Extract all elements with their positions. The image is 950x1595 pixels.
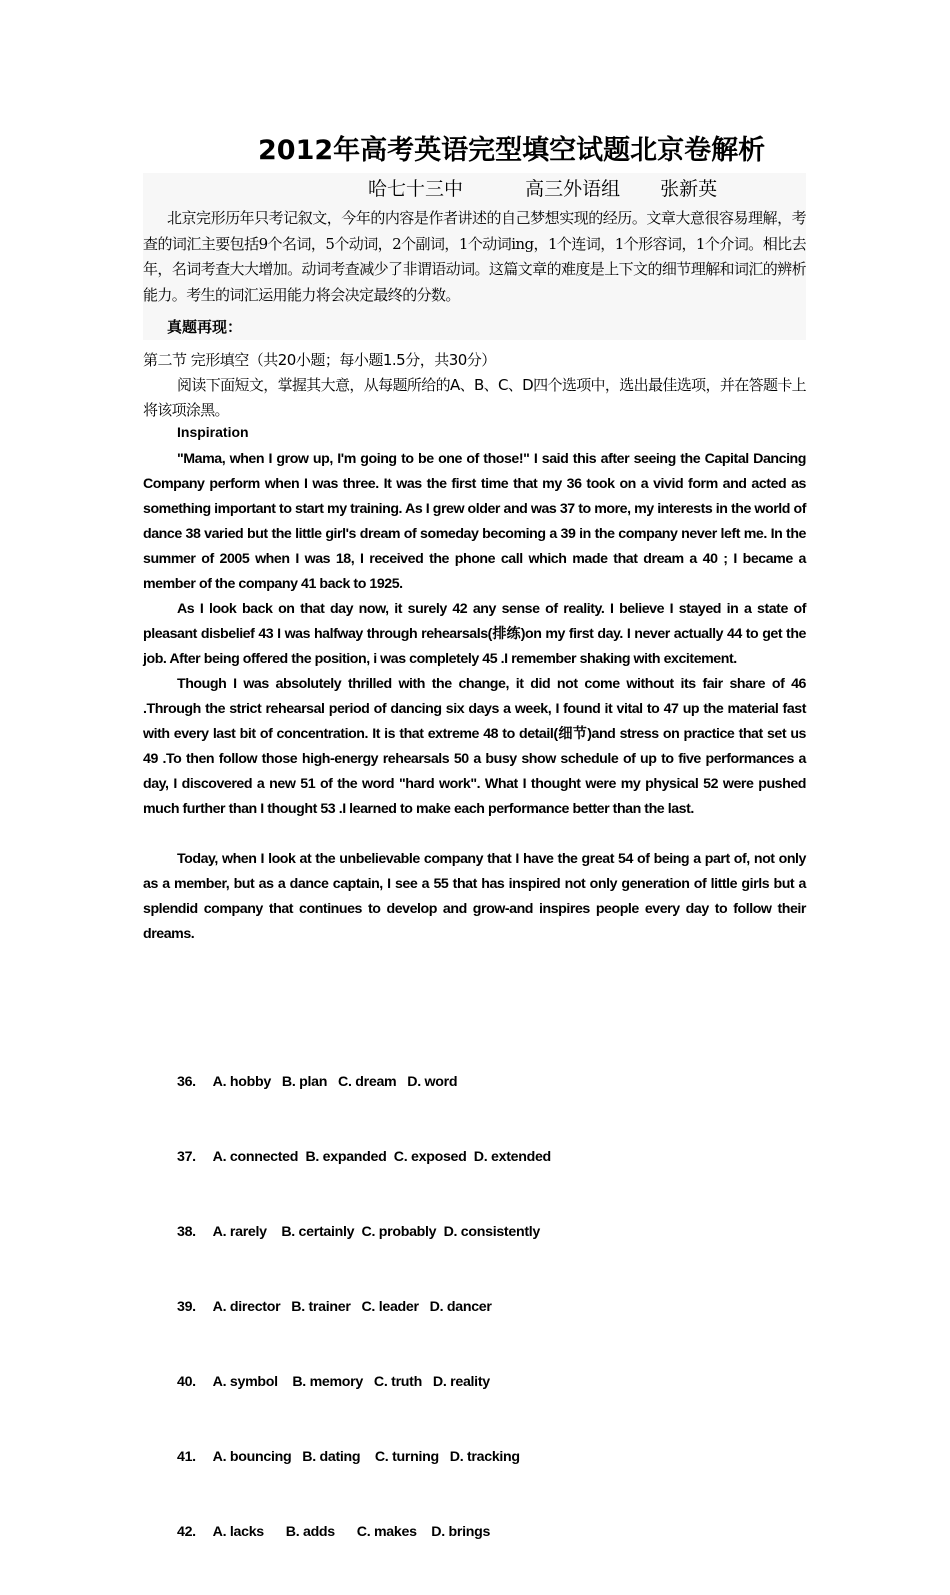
option-a: A. hobby [212, 1074, 271, 1090]
question-number: 42. [177, 1524, 196, 1540]
option-b: B. adds [285, 1524, 335, 1540]
passage-paragraph-4: Today, when I look at the unbelievable company that I have the great 54 of being a part of, not only as a member, but as a dance captain, I see a 55 that has inspired not only generation of little girls but a splendid company that continues to develop and grow-and inspires people every day to follow their dreams. [143, 851, 806, 942]
passage-title: Inspiration [177, 424, 249, 440]
option-a: A. bouncing [212, 1449, 292, 1465]
option-d: D. word [407, 1074, 458, 1090]
question-row-37 [177, 1145, 551, 1170]
question-number: 36. [177, 1074, 196, 1090]
option-c: C. probably [361, 1224, 437, 1240]
option-c: C. exposed [393, 1149, 467, 1165]
question-number: 41. [177, 1449, 196, 1465]
option-b: B. expanded [305, 1149, 387, 1165]
author-group: 高三外语组 [525, 178, 621, 200]
option-c: C. truth [373, 1374, 422, 1390]
option-b: B. memory [292, 1374, 363, 1390]
option-c: C. leader [361, 1299, 419, 1315]
option-b: B. trainer [291, 1299, 351, 1315]
recap-label: 真题再现： [167, 318, 243, 336]
question-row-42 [177, 1520, 551, 1545]
passage-paragraph-1: "Mama, when I grow up, I'm going to be one of those!" I said this after seeing the Capital Dancing Company perform when I was three. It was the first time that my 36 took on a vivid form and acted as something important to start my training. As I grew older and was 37 to more, my interests in the world of dance 38 varied but the little girl's dream of someday becoming a 39 in the company never left me. In the summer of 2005 when I was 18, I received the phone call which made that dream a 40 ; I became a member of the company 41 back to 1925. [143, 451, 806, 592]
option-d: D. dancer [429, 1299, 492, 1315]
option-d: D. extended [473, 1149, 551, 1165]
author-school: 哈七十三中 [368, 178, 464, 200]
passage-body [143, 447, 806, 947]
question-number: 37. [177, 1149, 196, 1165]
question-row-40 [177, 1370, 551, 1395]
question-number: 38. [177, 1224, 196, 1240]
question-row-39 [177, 1295, 551, 1320]
author-name: 张新英 [660, 178, 718, 200]
option-d: D. brings [431, 1524, 491, 1540]
author-line [368, 174, 717, 201]
question-row-38 [177, 1220, 551, 1245]
option-a: A. lacks [212, 1524, 264, 1540]
option-b: B. plan [281, 1074, 328, 1090]
option-c: C. makes [356, 1524, 417, 1540]
question-row-41 [177, 1445, 551, 1470]
option-a: A. symbol [212, 1374, 278, 1390]
instructions-paragraph: 阅读下面短文，掌握其大意，从每题所给的A、B、C、D四个选项中，选出最佳选项，并在答题卡上将该项涂黑。 [143, 376, 806, 419]
question-number: 40. [177, 1374, 196, 1390]
option-b: B. certainly [281, 1224, 355, 1240]
passage-paragraph-2: As I look back on that day now, it surely 42 any sense of reality. I believe I stayed in a state of pleasant disbelief 43 I was halfway through rehearsals(排练)on my first day. I never actually 44 to get the job. After being offered the position, i was completely 45 .I remember shaking with excitement. [143, 601, 806, 667]
question-number: 39. [177, 1299, 196, 1315]
option-d: D. consistently [443, 1224, 540, 1240]
document-title: 2012年高考英语完型填空试题北京卷解析 [258, 135, 766, 166]
passage-paragraph-3: Though I was absolutely thrilled with the change, it did not come without its fair share of 46 .Through the strict rehearsal period of dancing six days a week, I found it vital to 47 up the material fast with every last bit of concentration. It is that extreme 48 to detail(细节)and stress on practice that set us 49 .To then follow those high-energy rehearsals 50 a busy show schedule of up to five performances a day, I discovered a new 51 of the word "hard work". What I thought were my physical 52 were pushed much further than I thought 53 .I learned to make each performance better than the last. [143, 676, 806, 817]
option-a: A. rarely [212, 1224, 267, 1240]
option-a: A. connected [212, 1149, 299, 1165]
option-c: C. dream [338, 1074, 397, 1090]
question-options-list [177, 1020, 551, 1595]
option-d: D. tracking [449, 1449, 520, 1465]
question-row-36 [177, 1070, 551, 1095]
option-d: D. reality [432, 1374, 490, 1390]
option-a: A. director [212, 1299, 281, 1315]
intro-paragraph: 北京完形历年只考记叙文，今年的内容是作者讲述的自己梦想实现的经历。文章大意很容易理解，考查的词汇主要包括9个名词，5个动词，2个副词，1个动词ing，1个连词，1个形容词，1个介词。相比去年，名词考查大大增加。动词考查减少了非谓语动词。这篇文章的难度是上下文的细节理解和词汇的辨析能力。考生的词汇运用能力将会决定最终的分数。 [143, 209, 806, 304]
option-b: B. dating [302, 1449, 361, 1465]
option-c: C. turning [374, 1449, 439, 1465]
section-heading: 第二节 完形填空（共20小题；每小题1.5分，共30分） [143, 351, 496, 369]
